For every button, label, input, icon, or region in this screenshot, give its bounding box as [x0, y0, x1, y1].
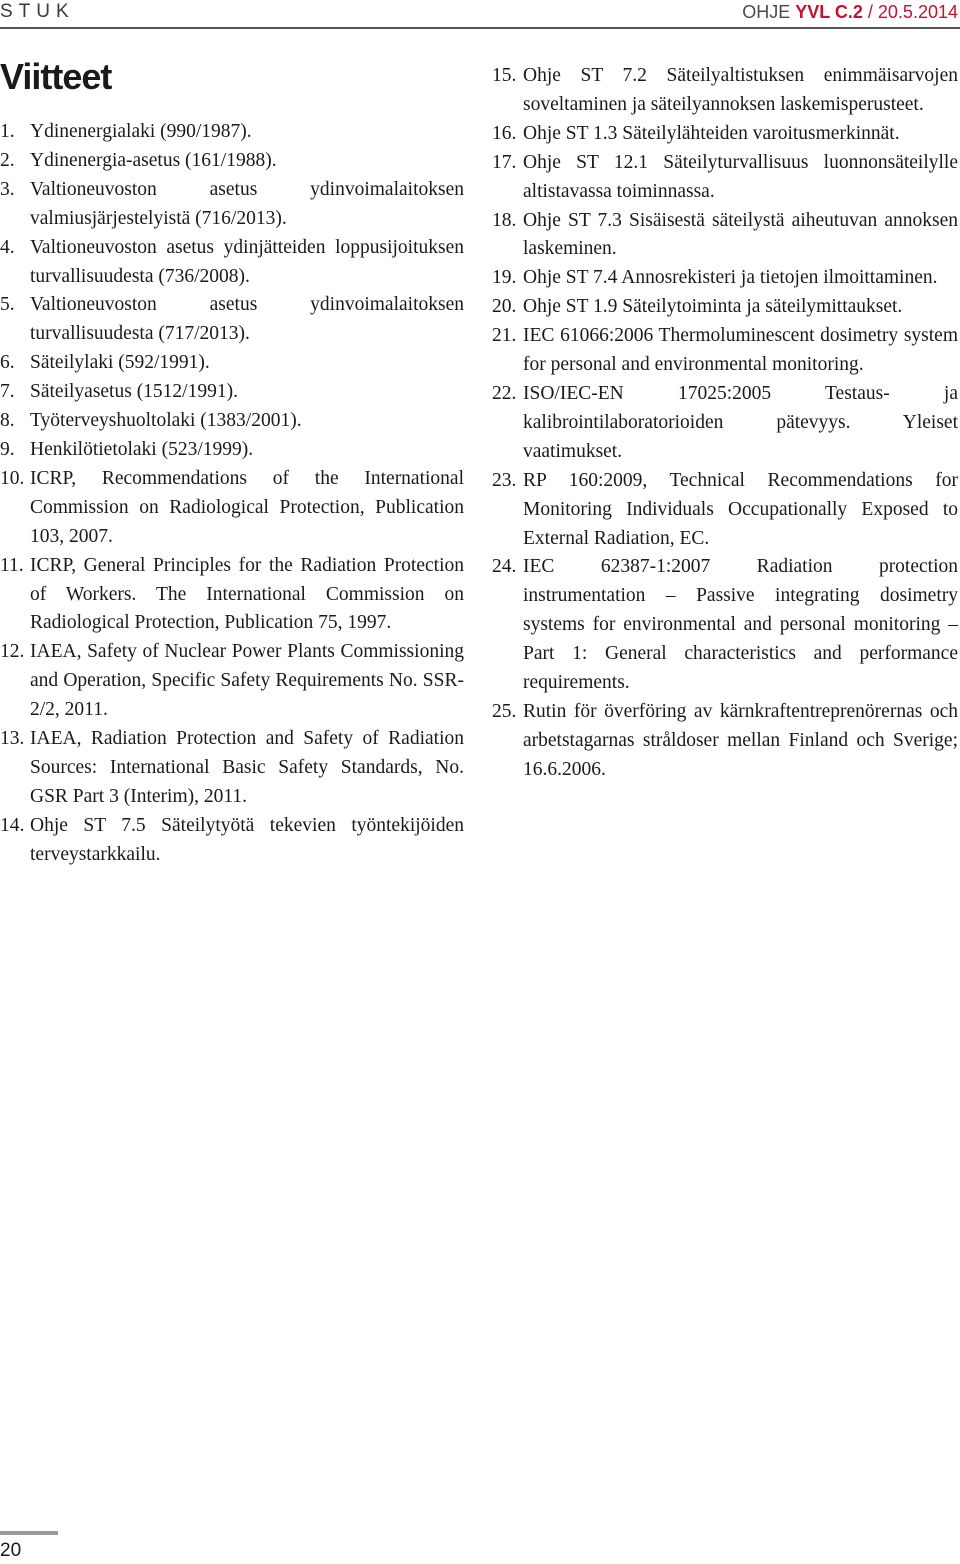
reference-item	[492, 293, 958, 322]
reference-text: Ohje ST 7.3 Sisäisestä säteilystä aiheutuvan annoksen laskeminen.	[523, 209, 958, 260]
reference-text: Valtioneuvoston asetus ydinvoimalaitoksen valmiusjärjestelyistä (716/2013).	[30, 178, 464, 229]
reference-text: Työterveyshuoltolaki (1383/2001).	[30, 410, 302, 432]
reference-number: 18.	[492, 209, 517, 231]
reference-number: 7.	[0, 381, 15, 403]
reference-text: IAEA, Safety of Nuclear Power Plants Commissioning and Operation, Specific Safety Requirements No. SSR-2/2, 2011.	[30, 641, 464, 721]
reference-number: 16.	[492, 122, 517, 144]
reference-text: Henkilötietolaki (523/1999).	[30, 438, 254, 460]
reference-item	[0, 291, 464, 349]
reference-item	[0, 147, 464, 176]
reference-text: Ohje ST 1.9 Säteilytoiminta ja säteilymittaukset.	[523, 296, 903, 318]
reference-item	[0, 378, 464, 407]
reference-item	[492, 149, 958, 207]
references-column-right	[492, 62, 958, 785]
reference-number: 20.	[492, 296, 517, 318]
reference-item	[0, 407, 464, 436]
reference-number: 17.	[492, 151, 517, 173]
header-divider	[0, 27, 960, 29]
footer-divider	[0, 1531, 58, 1535]
reference-item	[0, 349, 464, 378]
reference-item	[492, 553, 958, 698]
guide-reference	[742, 2, 958, 23]
page-title: Viitteet	[0, 56, 112, 97]
reference-number: 1.	[0, 121, 15, 142]
brand-logo-text: STUK	[0, 1, 75, 22]
reference-number: 24.	[492, 556, 517, 578]
reference-item	[0, 234, 464, 292]
reference-item	[492, 322, 958, 380]
reference-number: 2.	[0, 149, 15, 171]
reference-number: 14.	[0, 814, 25, 836]
reference-item	[492, 380, 958, 467]
reference-text: RP 160:2009, Technical Recommendations for Monitoring Individuals Occupationally Exposed to External Radiation, EC.	[523, 469, 958, 549]
reference-number: 9.	[0, 438, 15, 460]
reference-text: ICRP, Recommendations of the International Commission on Radiological Protection, Publication 103, 2007.	[30, 467, 464, 547]
reference-text: Valtioneuvoston asetus ydinjätteiden loppusijoituksen turvallisuudesta (736/2008).	[30, 236, 464, 287]
reference-number: 8.	[0, 410, 15, 432]
reference-item	[0, 465, 464, 552]
reference-item	[0, 118, 464, 147]
references-column-left	[0, 118, 464, 870]
reference-text: Säteilyasetus (1512/1991).	[30, 381, 238, 403]
reference-item	[492, 207, 958, 265]
reference-number: 15.	[492, 65, 517, 86]
reference-text: IEC 61066:2006 Thermoluminescent dosimetry system for personal and environmental monitoring.	[523, 325, 958, 376]
reference-number: 12.	[0, 641, 25, 663]
reference-number: 22.	[492, 382, 517, 404]
page-header	[0, 0, 960, 26]
reference-item	[492, 62, 958, 120]
page-number: 20	[0, 1540, 22, 1561]
reference-number: 6.	[0, 352, 15, 374]
reference-number: 19.	[492, 267, 517, 289]
reference-text: ICRP, General Principles for the Radiation Protection of Workers. The International Commission on Radiological Protection, Publication 75, 1997.	[30, 554, 464, 634]
reference-number: 23.	[492, 469, 517, 491]
reference-item	[0, 552, 464, 639]
reference-item	[0, 638, 464, 725]
reference-text: Ohje ST 12.1 Säteilyturvallisuus luonnonsäteilylle altistavassa toiminnassa.	[523, 151, 958, 202]
reference-text: ISO/IEC-EN 17025:2005 Testaus- ja kalibrointilaboratorioiden pätevyys. Yleiset vaatimukset.	[523, 382, 958, 462]
reference-number: 25.	[492, 700, 517, 722]
reference-item	[0, 812, 464, 870]
reference-text: Ydinenergia-asetus (161/1988).	[30, 149, 277, 171]
reference-item	[492, 120, 958, 149]
reference-number: 3.	[0, 178, 15, 200]
reference-text: Ydinenergialaki (990/1987).	[30, 121, 252, 142]
reference-item	[0, 725, 464, 812]
reference-item	[492, 698, 958, 785]
reference-number: 10.	[0, 467, 25, 489]
reference-text: Ohje ST 7.5 Säteilytyötä tekevien työntekijöiden terveystarkkailu.	[30, 814, 464, 865]
reference-item	[492, 467, 958, 554]
reference-text: Valtioneuvoston asetus ydinvoimalaitoksen turvallisuudesta (717/2013).	[30, 294, 464, 345]
reference-number: 11.	[0, 554, 24, 576]
reference-number: 21.	[492, 325, 517, 347]
reference-number: 4.	[0, 236, 15, 258]
reference-item	[492, 264, 958, 293]
guide-prefix: OHJE	[742, 2, 796, 22]
reference-number: 5.	[0, 294, 15, 316]
reference-text: Säteilylaki (592/1991).	[30, 352, 210, 374]
reference-text: Rutin för överföring av kärnkraftentreprenörernas och arbetstagarnas stråldoser mellan Finland och Sverige; 16.6.2006.	[523, 700, 958, 780]
guide-code: YVL C.2	[795, 2, 863, 22]
reference-text: IAEA, Radiation Protection and Safety of Radiation Sources: International Basic Safety Standards, No. GSR Part 3 (Interim), 2011.	[30, 728, 464, 807]
reference-text: Ohje ST 1.3 Säteilylähteiden varoitusmerkinnät.	[523, 122, 900, 144]
reference-text: IEC 62387-1:2007 Radiation protection instrumentation – Passive integrating dosimetry systems for environmental and personal monitoring – Part 1: General characteristics and performance requirements.	[523, 556, 958, 694]
reference-item	[0, 176, 464, 234]
reference-item	[0, 436, 464, 465]
reference-number: 13.	[0, 728, 25, 750]
guide-date: / 20.5.2014	[862, 2, 958, 22]
reference-text: Ohje ST 7.2 Säteilyaltistuksen enimmäisarvojen soveltaminen ja säteilyannoksen laskemisperusteet.	[523, 65, 958, 115]
reference-text: Ohje ST 7.4 Annosrekisteri ja tietojen ilmoittaminen.	[523, 267, 938, 289]
